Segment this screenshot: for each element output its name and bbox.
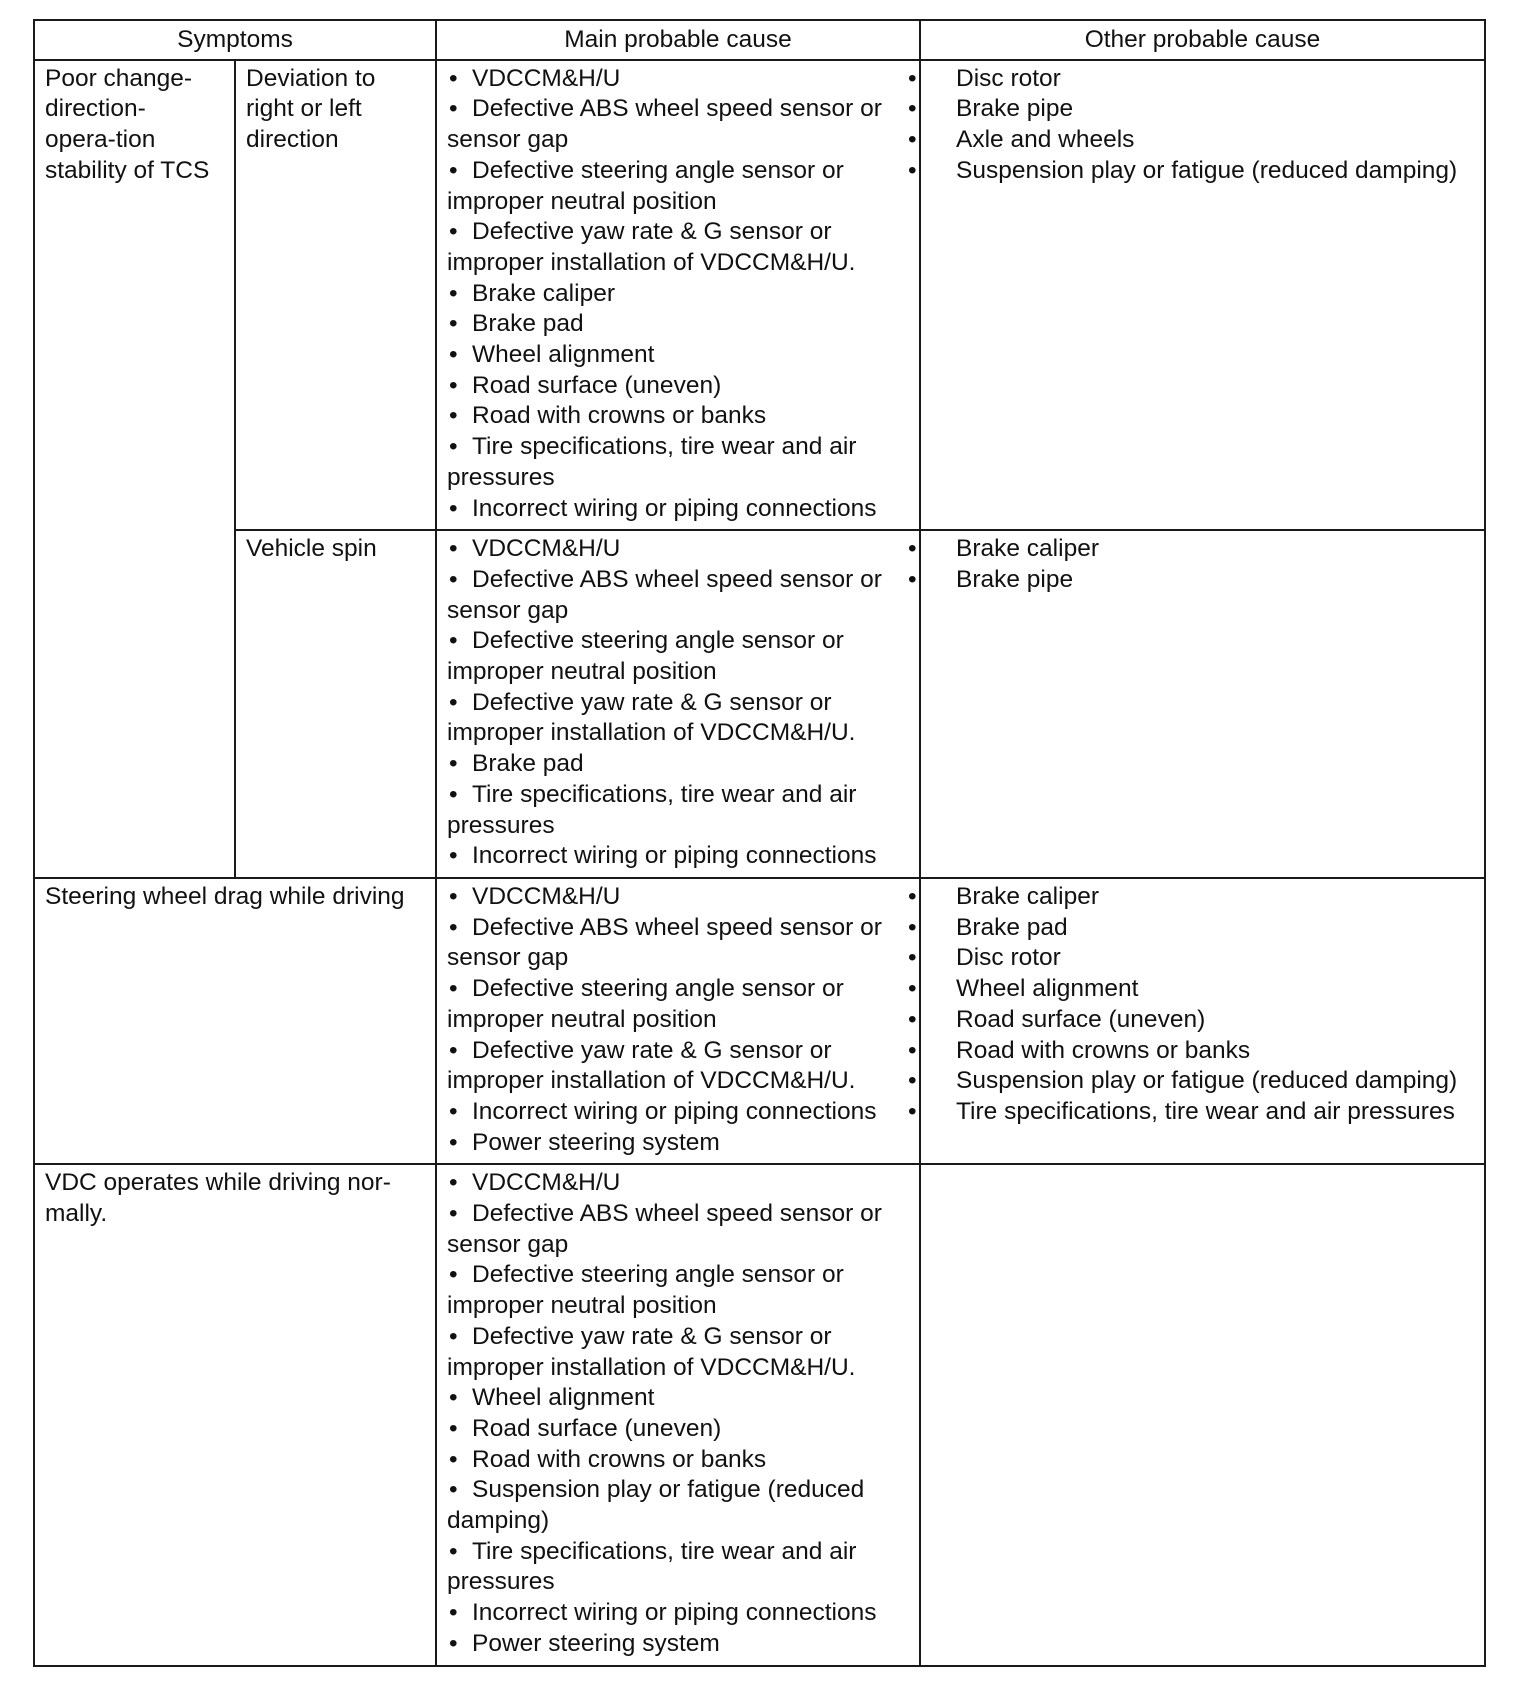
bullet-icon: • xyxy=(908,535,917,563)
other-cause-cell xyxy=(908,878,1485,1164)
cause-text: Road with crowns or banks xyxy=(472,402,767,430)
bullet-icon: • xyxy=(449,310,458,338)
cause-item xyxy=(447,64,909,95)
cause-text: Incorrect wiring or piping connections xyxy=(472,494,877,522)
bullet-icon: • xyxy=(908,882,917,910)
bullet-icon: • xyxy=(449,1200,458,1228)
bullet-icon: • xyxy=(449,1537,458,1565)
cause-item xyxy=(908,943,1474,974)
cause-text: VDCCM&H/U xyxy=(472,882,621,910)
bullet-icon: • xyxy=(449,1261,458,1289)
bullet-icon: • xyxy=(449,975,458,1003)
symptom-cell xyxy=(34,60,235,878)
cause-item xyxy=(447,913,909,974)
cause-text: Suspension play or fatigue (reduced damping) xyxy=(956,1067,1458,1095)
bullet-icon: • xyxy=(908,156,917,184)
cause-item xyxy=(447,534,909,565)
bullet-icon: • xyxy=(449,1036,458,1064)
bullet-icon: • xyxy=(449,780,458,808)
cause-text: Road surface (uneven) xyxy=(472,1414,722,1442)
cause-item xyxy=(908,125,1474,156)
other-cause-cell xyxy=(908,530,1485,878)
bullet-icon: • xyxy=(449,627,458,655)
bullet-icon: • xyxy=(449,1476,458,1504)
cause-text: Tire specifications, tire wear and air pressures xyxy=(447,1537,857,1596)
cause-item xyxy=(447,1475,909,1536)
bullet-icon: • xyxy=(449,494,458,522)
cause-text: Brake caliper xyxy=(956,535,1099,563)
bullet-icon: • xyxy=(908,1067,917,1095)
bullet-icon: • xyxy=(449,371,458,399)
cause-text: Incorrect wiring or piping connections xyxy=(472,842,877,870)
cause-item xyxy=(447,494,909,525)
cause-text: VDCCM&H/U xyxy=(472,1169,621,1197)
cause-text: Tire specifications, tire wear and air pressures xyxy=(447,433,857,491)
bullet-icon: • xyxy=(449,913,458,941)
cause-text: Defective ABS wheel speed sensor or sensor gap xyxy=(447,565,882,624)
bullet-icon: • xyxy=(908,64,917,92)
bullet-icon: • xyxy=(449,1414,458,1442)
cause-item xyxy=(908,1097,1474,1128)
main-cause-list xyxy=(447,882,909,1158)
cause-text: Brake pad xyxy=(956,913,1068,941)
cause-text: Road surface (uneven) xyxy=(956,1005,1206,1033)
cause-item xyxy=(447,974,909,1035)
cause-item xyxy=(447,688,909,749)
header-symptoms: Symptoms xyxy=(34,20,436,60)
other-cause-cell xyxy=(908,60,1485,531)
cause-text: Disc rotor xyxy=(956,944,1061,972)
cause-text: Defective yaw rate & G sensor or improper installation of VDCCM&H/U. xyxy=(447,688,856,747)
bullet-icon: • xyxy=(449,64,458,92)
table-row xyxy=(34,1164,1485,1665)
cause-item xyxy=(908,64,1474,95)
cause-item xyxy=(908,913,1474,944)
main-cause-cell xyxy=(436,878,920,1164)
cause-item xyxy=(447,1322,909,1383)
cause-item xyxy=(447,1629,909,1660)
cause-item xyxy=(447,279,909,310)
cause-item xyxy=(447,371,909,402)
main-cause-list xyxy=(447,1168,909,1659)
cause-text: Incorrect wiring or piping connections xyxy=(472,1599,877,1627)
cause-text: Suspension play or fatigue (reduced damping) xyxy=(956,156,1458,184)
bullet-icon: • xyxy=(449,279,458,307)
header-row xyxy=(34,20,1485,60)
cause-text: Defective steering angle sensor or improper neutral position xyxy=(447,975,844,1033)
cause-text: Defective ABS wheel speed sensor or sensor gap xyxy=(447,95,882,154)
cause-item xyxy=(447,626,909,687)
bullet-icon: • xyxy=(908,126,917,154)
cause-text: Axle and wheels xyxy=(956,126,1135,154)
cause-item xyxy=(447,1097,909,1128)
other-cause-list xyxy=(908,534,1474,595)
bullet-icon: • xyxy=(449,1384,458,1412)
other-cause-list xyxy=(908,882,1474,1128)
cause-text: Wheel alignment xyxy=(956,975,1139,1003)
cause-item xyxy=(447,565,909,626)
bullet-icon: • xyxy=(449,688,458,716)
cause-item xyxy=(447,309,909,340)
cause-item xyxy=(447,1598,909,1629)
symptom-cell xyxy=(34,878,436,1164)
cause-text: Brake pipe xyxy=(956,565,1074,593)
cause-text: Incorrect wiring or piping connections xyxy=(472,1097,877,1125)
table-row xyxy=(34,530,1485,878)
bullet-icon: • xyxy=(449,882,458,910)
bullet-icon: • xyxy=(449,433,458,461)
cause-item xyxy=(447,1199,909,1260)
bullet-icon: • xyxy=(449,1322,458,1350)
bullet-icon: • xyxy=(908,944,917,972)
subsymptom-cell xyxy=(235,60,436,531)
cause-item xyxy=(447,217,909,278)
table-row xyxy=(34,60,1485,531)
cause-text: Disc rotor xyxy=(956,64,1061,92)
header-other-cause: Other probable cause xyxy=(920,20,1485,60)
cause-text: VDCCM&H/U xyxy=(472,64,621,92)
bullet-icon: • xyxy=(908,1036,917,1064)
bullet-icon: • xyxy=(908,1097,917,1125)
bullet-icon: • xyxy=(908,95,917,123)
cause-item xyxy=(447,1537,909,1598)
main-cause-cell xyxy=(436,1164,920,1665)
cause-item xyxy=(447,340,909,371)
cause-text: Power steering system xyxy=(472,1629,720,1657)
bullet-icon: • xyxy=(449,842,458,870)
bullet-icon: • xyxy=(449,402,458,430)
cause-item xyxy=(908,974,1474,1005)
cause-item xyxy=(908,156,1474,187)
bullet-icon: • xyxy=(449,1629,458,1657)
cause-text: Defective steering angle sensor or improper neutral position xyxy=(447,1261,844,1320)
cause-item xyxy=(447,1168,909,1199)
symptom-text: Steering wheel drag while driving xyxy=(45,882,405,910)
table-row xyxy=(34,878,1485,1164)
cause-text: Road with crowns or banks xyxy=(956,1036,1251,1064)
bullet-icon: • xyxy=(449,1128,458,1156)
cause-item xyxy=(447,1260,909,1321)
cause-text: Wheel alignment xyxy=(472,1384,655,1412)
cause-text: Brake caliper xyxy=(472,279,615,307)
bullet-icon: • xyxy=(449,95,458,123)
cause-item xyxy=(908,1066,1474,1097)
cause-item xyxy=(908,1036,1474,1067)
main-cause-list xyxy=(447,534,909,872)
cause-text: Suspension play or fatigue (reduced damping) xyxy=(447,1476,865,1535)
bullet-icon: • xyxy=(449,156,458,184)
cause-item xyxy=(447,749,909,780)
bullet-icon: • xyxy=(449,1445,458,1473)
cause-item xyxy=(447,156,909,217)
cause-item xyxy=(447,1036,909,1097)
cause-item xyxy=(447,780,909,841)
bullet-icon: • xyxy=(449,218,458,246)
bullet-icon: • xyxy=(449,1599,458,1627)
symptom-cell xyxy=(34,1164,436,1665)
symptom-text: VDC operates while driving nor-mally. xyxy=(45,1169,391,1228)
bullet-icon: • xyxy=(908,913,917,941)
bullet-icon: • xyxy=(908,1005,917,1033)
cause-text: Defective yaw rate & G sensor or improper installation of VDCCM&H/U. xyxy=(447,1322,856,1381)
troubleshooting-table xyxy=(33,19,1486,1667)
bullet-icon: • xyxy=(449,1169,458,1197)
other-cause-cell xyxy=(920,1164,1485,1665)
cause-text: Tire specifications, tire wear and air pressures xyxy=(956,1097,1455,1125)
cause-text: Tire specifications, tire wear and air pressures xyxy=(447,780,857,839)
subsymptom-text: Vehicle spin xyxy=(246,535,377,563)
cause-item xyxy=(908,882,1474,913)
bullet-icon: • xyxy=(449,535,458,563)
cause-text: Defective yaw rate & G sensor or improper installation of VDCCM&H/U. xyxy=(447,1036,856,1095)
cause-item xyxy=(447,1445,909,1476)
cause-text: Brake pad xyxy=(472,310,584,338)
cause-text: Brake caliper xyxy=(956,882,1099,910)
bullet-icon: • xyxy=(908,975,917,1003)
cause-item xyxy=(908,94,1474,125)
main-cause-cell xyxy=(436,60,920,531)
cause-text: Defective yaw rate & G sensor or improper installation of VDCCM&H/U. xyxy=(447,218,856,276)
cause-text: Defective steering angle sensor or improper neutral position xyxy=(447,627,844,686)
subsymptom-text: Deviation to right or left direction xyxy=(246,64,376,154)
symptom-text: Poor change-direction-opera-tion stability of TCS xyxy=(45,64,210,184)
bullet-icon: • xyxy=(449,341,458,369)
cause-item xyxy=(447,1383,909,1414)
cause-item xyxy=(447,432,909,493)
cause-text: Brake pipe xyxy=(956,95,1074,123)
header-main-cause: Main probable cause xyxy=(436,20,920,60)
cause-item xyxy=(447,1128,909,1159)
cause-item xyxy=(447,401,909,432)
bullet-icon: • xyxy=(908,565,917,593)
bullet-icon: • xyxy=(449,1097,458,1125)
cause-item xyxy=(447,882,909,913)
cause-item xyxy=(447,1414,909,1445)
cause-item xyxy=(447,94,909,155)
cause-text: Power steering system xyxy=(472,1128,720,1156)
main-cause-list xyxy=(447,64,909,525)
other-cause-list xyxy=(908,64,1474,187)
cause-item xyxy=(908,1005,1474,1036)
cause-item xyxy=(908,565,1474,596)
cause-text: Defective ABS wheel speed sensor or sensor gap xyxy=(447,913,882,972)
cause-text: Defective steering angle sensor or improper neutral position xyxy=(447,156,844,215)
main-cause-cell xyxy=(436,530,920,878)
cause-text: Defective ABS wheel speed sensor or sensor gap xyxy=(447,1200,882,1258)
cause-text: Road with crowns or banks xyxy=(472,1445,767,1473)
subsymptom-cell xyxy=(235,530,436,878)
cause-item xyxy=(447,841,909,872)
bullet-icon: • xyxy=(449,750,458,778)
cause-text: Brake pad xyxy=(472,750,584,778)
cause-text: Road surface (uneven) xyxy=(472,371,722,399)
cause-text: VDCCM&H/U xyxy=(472,535,621,563)
cause-text: Wheel alignment xyxy=(472,341,655,369)
bullet-icon: • xyxy=(449,565,458,593)
cause-item xyxy=(908,534,1474,565)
